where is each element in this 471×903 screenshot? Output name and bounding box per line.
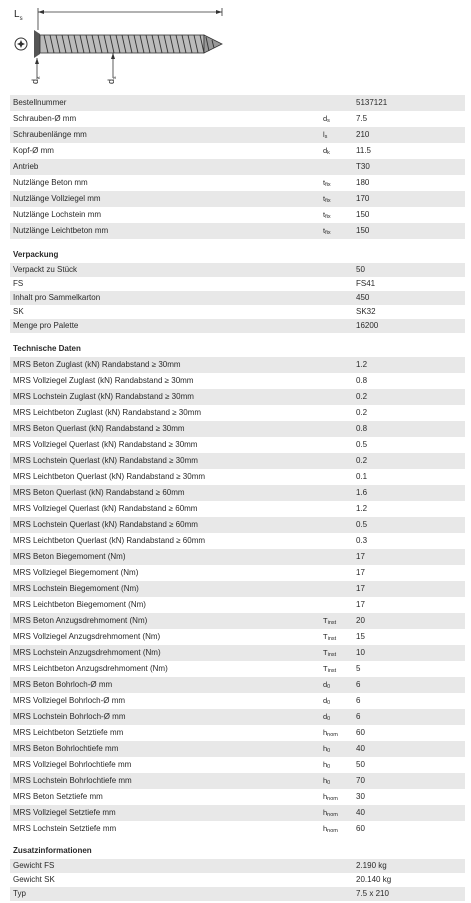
table-row [10, 629, 465, 645]
row-symbol: $t_{fix}$ [323, 194, 331, 204]
section-heading-technical: Technische Daten [13, 344, 81, 353]
row-label: Gewicht FS [13, 861, 55, 870]
row-value: 11.5 [356, 146, 371, 155]
row-value: 1.6 [356, 488, 368, 497]
table-row [10, 305, 465, 319]
row-symbol: $T_{inst}$ [323, 664, 337, 674]
row-symbol: $h_{nom}$ [323, 824, 338, 834]
table-row [10, 223, 465, 239]
row-symbol: $d_0$ [323, 696, 331, 706]
additional-block [10, 859, 465, 901]
table-row [10, 421, 465, 437]
row-label: MRS Lochstein Bohrloch-Ø mm [13, 712, 126, 721]
row-value: FS41 [356, 279, 376, 288]
screw-body [34, 30, 222, 58]
row-value: 0.3 [356, 536, 368, 545]
section-heading-additional: Zusatzinformationen [13, 846, 92, 855]
row-value: 17 [356, 584, 365, 593]
row-label: MRS Beton Bohrloch-Ø mm [13, 680, 113, 689]
row-value: 1.2 [356, 504, 368, 513]
row-value: 150 [356, 210, 370, 219]
row-value: 6 [356, 712, 361, 721]
row-value: 60 [356, 824, 365, 833]
table-row [10, 469, 465, 485]
row-symbol: $h_0$ [323, 744, 331, 754]
row-value: 70 [356, 776, 365, 785]
row-value: 5 [356, 664, 361, 673]
table-row [10, 859, 465, 873]
row-value: 2.190 kg [356, 861, 387, 870]
row-value: 17 [356, 552, 365, 561]
row-value: 17 [356, 600, 365, 609]
row-symbol: $h_{nom}$ [323, 792, 338, 802]
row-symbol: $T_{inst}$ [323, 648, 337, 658]
table-row [10, 789, 465, 805]
row-label: MRS Beton Setztiefe mm [13, 792, 103, 801]
row-label: Verpackt zu Stück [13, 265, 78, 274]
row-value: 7.5 x 210 [356, 889, 389, 898]
row-label: Antrieb [13, 162, 39, 171]
row-value: 0.2 [356, 392, 368, 401]
row-label: MRS Leichtbeton Zuglast (kN) Randabstand ≥ 30mm [13, 408, 202, 417]
row-label: MRS Vollziegel Querlast (kN) Randabstand ≥ 30mm [13, 440, 198, 449]
row-label: MRS Leichtbeton Biegemoment (Nm) [13, 600, 146, 609]
table-row [10, 693, 465, 709]
row-value: 0.2 [356, 408, 368, 417]
row-label: Schraubenlänge mm [13, 130, 87, 139]
table-row [10, 175, 465, 191]
table-row [10, 773, 465, 789]
row-label: Nutzlänge Leichtbeton mm [13, 226, 109, 235]
row-label: MRS Lochstein Zuglast (kN) Randabstand ≥ 30mm [13, 392, 194, 401]
row-symbol: $T_{inst}$ [323, 632, 337, 642]
row-value: 20 [356, 616, 365, 625]
row-label: Gewicht SK [13, 875, 55, 884]
row-value: 50 [356, 760, 365, 769]
row-symbol: $d_0$ [323, 680, 331, 690]
table-row [10, 661, 465, 677]
spec-table [10, 95, 465, 901]
row-label: Menge pro Palette [13, 321, 79, 330]
table-row [10, 357, 465, 373]
table-row [10, 677, 465, 693]
row-label: MRS Leichtbeton Querlast (kN) Randabstand ≥ 30mm [13, 472, 206, 481]
section-heading-packaging: Verpackung [13, 250, 59, 259]
row-label: MRS Lochstein Bohrlochtiefe mm [13, 776, 132, 785]
row-label: MRS Beton Bohrlochtiefe mm [13, 744, 119, 753]
row-value: T30 [356, 162, 370, 171]
product-block [10, 95, 465, 239]
technical-block [10, 357, 465, 837]
packaging-block [10, 263, 465, 333]
row-label: MRS Vollziegel Setztiefe mm [13, 808, 116, 817]
row-symbol: $t_{fix}$ [323, 178, 331, 188]
screw-drawing [0, 0, 240, 92]
row-value: 40 [356, 808, 365, 817]
row-label: MRS Vollziegel Bohrloch-Ø mm [13, 696, 126, 705]
row-label: Inhalt pro Sammelkarton [13, 293, 101, 302]
table-row [10, 159, 465, 175]
row-value: 0.5 [356, 440, 368, 449]
shaft-diameter-label: $d_s$ [106, 76, 118, 84]
table-row [10, 887, 465, 901]
table-row [10, 127, 465, 143]
row-value: 0.5 [356, 520, 368, 529]
table-row [10, 533, 465, 549]
row-label: MRS Lochstein Setztiefe mm [13, 824, 117, 833]
row-symbol: $t_{fix}$ [323, 210, 331, 220]
row-label: Schrauben-Ø mm [13, 114, 77, 123]
table-row [10, 277, 465, 291]
row-value: 180 [356, 178, 370, 187]
row-value: 20.140 kg [356, 875, 392, 884]
row-value: 60 [356, 728, 365, 737]
table-row [10, 191, 465, 207]
row-label: FS [13, 279, 24, 288]
row-label: MRS Lochstein Querlast (kN) Randabstand ≥ 30mm [13, 456, 198, 465]
table-row [10, 263, 465, 277]
row-label: MRS Beton Querlast (kN) Randabstand ≥ 30mm [13, 424, 185, 433]
row-value: 50 [356, 265, 365, 274]
row-label: MRS Vollziegel Anzugsdrehmoment (Nm) [13, 632, 161, 641]
row-label: MRS Lochstein Anzugsdrehmoment (Nm) [13, 648, 161, 657]
row-label: MRS Lochstein Biegemoment (Nm) [13, 584, 139, 593]
table-row [10, 725, 465, 741]
table-row [10, 873, 465, 887]
head-diameter-label: $d_k$ [30, 76, 42, 84]
row-value: 0.8 [356, 376, 368, 385]
row-value: 6 [356, 696, 361, 705]
table-row [10, 95, 465, 111]
table-row [10, 645, 465, 661]
row-symbol: $h_0$ [323, 760, 331, 770]
row-symbol: $h_{nom}$ [323, 808, 338, 818]
row-value: 30 [356, 792, 365, 801]
row-value: 16200 [356, 321, 379, 330]
row-label: Bestellnummer [13, 98, 67, 107]
table-row [10, 319, 465, 333]
table-row [10, 517, 465, 533]
table-row [10, 597, 465, 613]
row-value: 150 [356, 226, 370, 235]
table-row [10, 709, 465, 725]
row-label: MRS Lochstein Querlast (kN) Randabstand ≥ 60mm [13, 520, 198, 529]
row-symbol: $h_{nom}$ [323, 728, 338, 738]
table-row [10, 565, 465, 581]
torx-drive-icon [15, 38, 27, 50]
row-value: 170 [356, 194, 370, 203]
row-label: MRS Beton Biegemoment (Nm) [13, 552, 126, 561]
table-row [10, 581, 465, 597]
row-label: Nutzlänge Lochstein mm [13, 210, 102, 219]
row-value: 17 [356, 568, 365, 577]
row-symbol: $d_0$ [323, 712, 331, 722]
row-symbol: $t_{fix}$ [323, 226, 331, 236]
table-row [10, 485, 465, 501]
table-row [10, 437, 465, 453]
row-symbol: $T_{inst}$ [323, 616, 337, 626]
row-symbol: $l_s$ [323, 130, 328, 140]
table-row [10, 389, 465, 405]
row-label: MRS Beton Zuglast (kN) Randabstand ≥ 30mm [13, 360, 181, 369]
table-row [10, 373, 465, 389]
row-value: SK32 [356, 307, 376, 316]
table-row [10, 501, 465, 517]
row-symbol: $d_s$ [323, 114, 330, 124]
row-label: Nutzlänge Vollziegel mm [13, 194, 101, 203]
row-label: MRS Leichtbeton Querlast (kN) Randabstand ≥ 60mm [13, 536, 206, 545]
table-row [10, 741, 465, 757]
table-row [10, 549, 465, 565]
row-value: 10 [356, 648, 365, 657]
row-value: 5137121 [356, 98, 388, 107]
row-label: MRS Vollziegel Biegemoment (Nm) [13, 568, 139, 577]
row-label: MRS Vollziegel Querlast (kN) Randabstand ≥ 60mm [13, 504, 198, 513]
table-row [10, 207, 465, 223]
row-symbol: $h_0$ [323, 776, 331, 786]
row-value: 1.2 [356, 360, 368, 369]
row-value: 6 [356, 680, 361, 689]
table-row [10, 111, 465, 127]
table-row [10, 821, 465, 837]
row-symbol: $d_k$ [323, 146, 330, 156]
row-label: MRS Leichtbeton Anzugsdrehmoment (Nm) [13, 664, 168, 673]
row-label: Typ [13, 889, 26, 898]
row-label: MRS Vollziegel Bohrlochtiefe mm [13, 760, 132, 769]
row-label: MRS Leichtbeton Setztiefe mm [13, 728, 124, 737]
row-value: 7.5 [356, 114, 368, 123]
row-value: 0.8 [356, 424, 368, 433]
row-label: SK [13, 307, 24, 316]
table-row [10, 291, 465, 305]
row-label: MRS Vollziegel Zuglast (kN) Randabstand ≥ 30mm [13, 376, 194, 385]
row-label: Nutzlänge Beton mm [13, 178, 88, 187]
row-value: 15 [356, 632, 365, 641]
row-value: 450 [356, 293, 370, 302]
table-row [10, 613, 465, 629]
row-value: 210 [356, 130, 370, 139]
table-row [10, 805, 465, 821]
length-label: $L_s$ [14, 9, 23, 22]
row-label: Kopf-Ø mm [13, 146, 54, 155]
row-label: MRS Beton Querlast (kN) Randabstand ≥ 60mm [13, 488, 185, 497]
row-value: 40 [356, 744, 365, 753]
row-label: MRS Beton Anzugsdrehmoment (Nm) [13, 616, 148, 625]
table-row [10, 757, 465, 773]
table-row [10, 453, 465, 469]
table-row [10, 143, 465, 159]
row-value: 0.2 [356, 456, 368, 465]
table-row [10, 405, 465, 421]
row-value: 0.1 [356, 472, 368, 481]
